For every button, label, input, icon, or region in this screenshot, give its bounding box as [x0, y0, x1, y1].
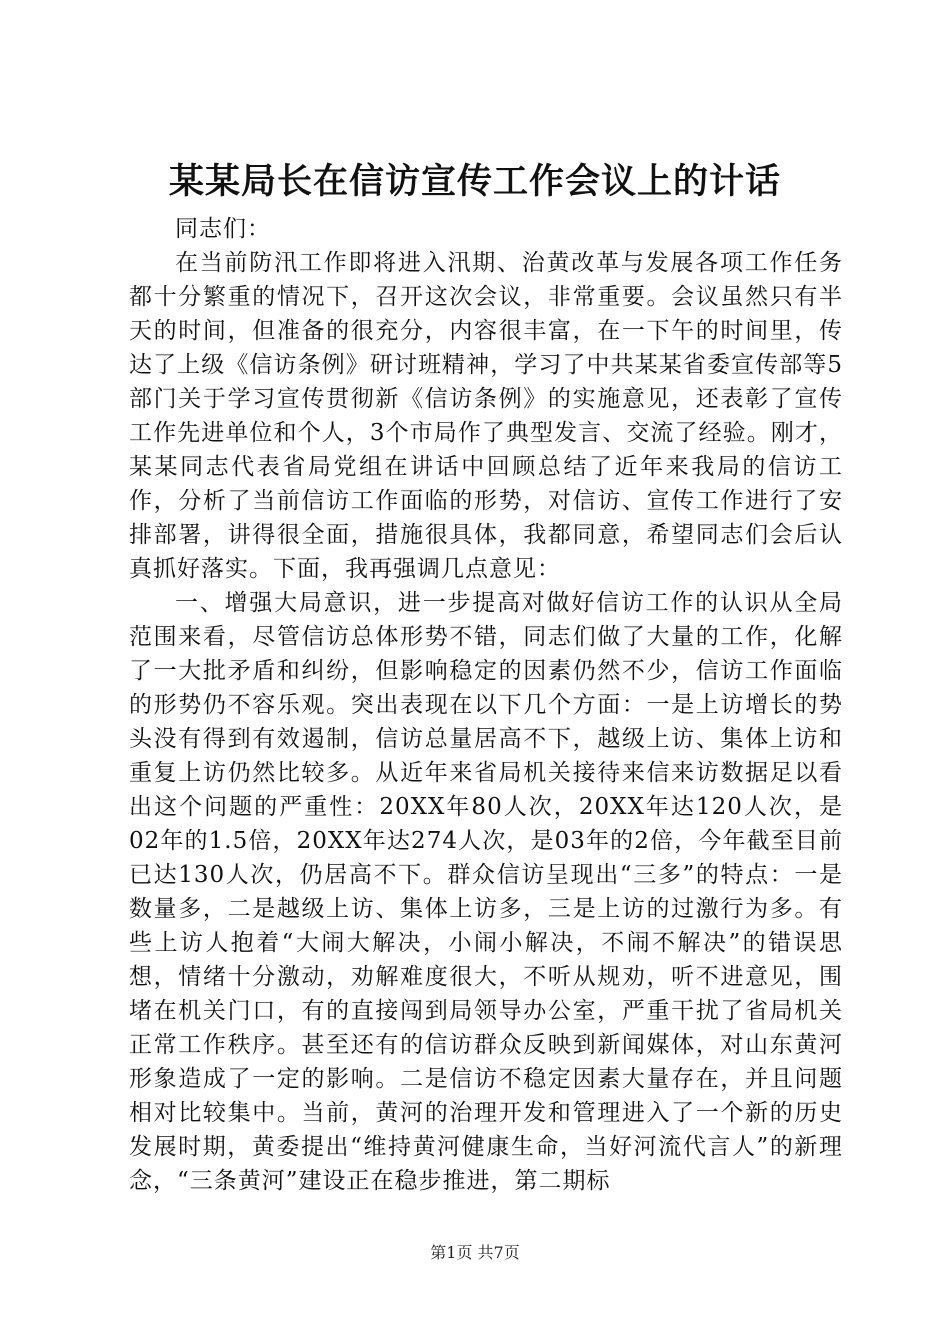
greeting-line: 同志们：	[175, 216, 271, 242]
document-title: 某某局长在信访宣传工作会议上的计话	[168, 161, 781, 202]
paragraph-intro: 在当前防汛工作即将进入汛期、治黄改革与发展各项工作任务都十分繁重的情况下，召开这次会议，非常重要。会议虽然只有半天的时间，但准备的很充分，内容很丰富，在一下午的时间里，传达了上级《信访条例》研讨班精神，学习了中共某某省委宣传部等5部门关于学习宣传贯彻新《信访条例》的实施意见，还表彰了宣传工作先进单位和个人，3个市局作了典型发言、交流了经验。刚才，某某同志代表省局党组在讲话中回顾总结了近年来我局的信访工作，分析了当前信访工作面临的形势，对信访、宣传工作进行了安排部署，讲得很全面，措施很具体，我都同意，希望同志们会后认真抓好落实。下面，我再强调几点意见：	[129, 250, 843, 582]
document-body	[129, 212, 843, 1198]
page-footer: 第1页 共7页	[430, 1243, 520, 1262]
paragraph-point-one: 一、增强大局意识，进一步提高对做好信访工作的认识从全局范围来看，尽管信访总体形势不错，同志们做了大量的工作，化解了一大批矛盾和纠纷，但影响稳定的因素仍然不少，信访工作面临的形势仍不容乐观。突出表现在以下几个方面：一是上访增长的势头没有得到有效遏制，信访总量居高不下，越级上访、集体上访和重复上访仍然比较多。从近年来省局机关接待来信来访数据足以看出这个问题的严重性：20XX年80人次，20XX年达120人次，是02年的1.5倍，20XX年达274人次，是03年的2倍，今年截至目前已达130人次，仍居高不下。群众信访呈现出“三多”的特点：一是数量多，二是越级上访、集体上访多，三是上访的过激行为多。有些上访人抱着“大闹大解决，小闹小解决，不闹不解决”的错误思想，情绪十分激动，劝解难度很大，不听从规劝，听不进意见，围堵在机关门口，有的直接闯到局领导办公室，严重干扰了省局机关正常工作秩序。甚至还有的信访群众反映到新闻媒体，对山东黄河形象造成了一定的影响。二是信访不稳定因素大量存在，并且问题相对比较集中。当前，黄河的治理开发和管理进入了一个新的历史发展时期，黄委提出“维持黄河健康生命，当好河流代言人”的新理念，“三条黄河”建设正在稳步推进，第二期标	[129, 590, 843, 1194]
